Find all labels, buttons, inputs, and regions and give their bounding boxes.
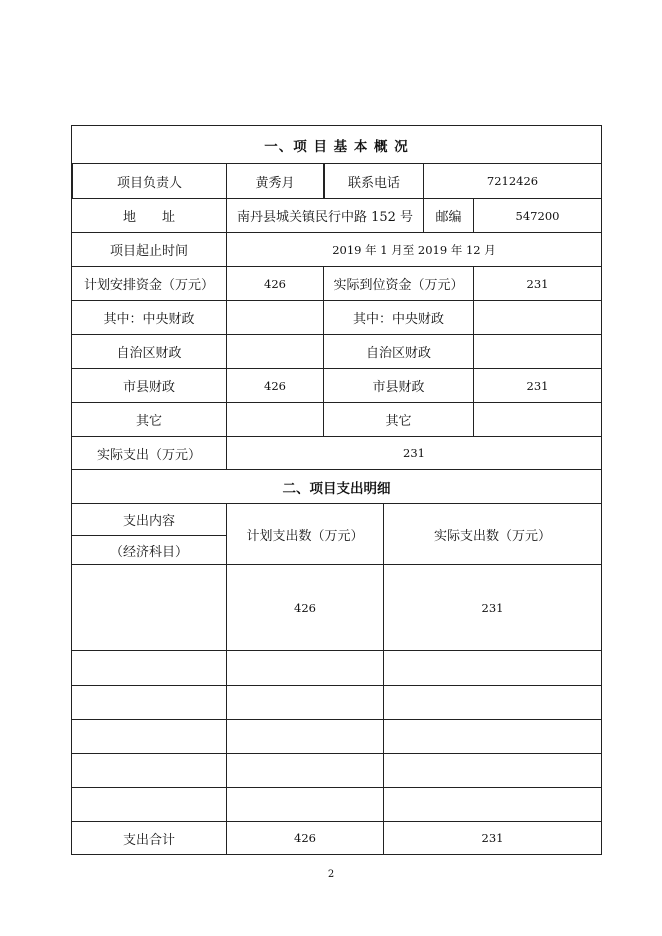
section1-title: 一、项 目 基 本 概 况	[71, 125, 602, 164]
central-planned	[226, 300, 324, 335]
empty-cell	[383, 650, 602, 686]
other-planned	[226, 402, 324, 437]
region-label: 自治区财政	[71, 334, 227, 369]
empty-cell	[71, 787, 227, 822]
planned-funds-label: 计划安排资金（万元）	[71, 266, 227, 301]
detail-planned: 426	[226, 564, 384, 651]
total-actual: 231	[383, 821, 602, 855]
planned-spend-header: 计划支出数（万元）	[226, 503, 384, 565]
empty-cell	[71, 719, 227, 754]
empty-cell	[383, 787, 602, 822]
leader-value: 黄秀月	[226, 163, 324, 199]
region-actual	[473, 334, 602, 369]
other-label: 其它	[71, 402, 227, 437]
other-actual-label: 其它	[323, 402, 474, 437]
region-actual-label: 自治区财政	[323, 334, 474, 369]
zip-label: 邮编	[423, 198, 474, 233]
zip-value: 547200	[473, 198, 602, 233]
page-number: 2	[327, 869, 335, 880]
empty-cell	[226, 753, 384, 788]
leader-label: 项目负责人	[71, 163, 227, 199]
central-actual-label: 其中：中央财政	[323, 300, 474, 335]
total-label: 支出合计	[71, 821, 227, 855]
county-label: 市县财政	[71, 368, 227, 403]
empty-cell	[71, 650, 227, 686]
central-actual	[473, 300, 602, 335]
actual-spend-header: 实际支出数（万元）	[383, 503, 602, 565]
empty-cell	[71, 685, 227, 720]
content-header-line2: （经济科目）	[71, 535, 227, 565]
content-header-line1: 支出内容	[71, 503, 227, 536]
address-label: 地 址	[71, 198, 227, 233]
total-planned: 426	[226, 821, 384, 855]
empty-cell	[226, 650, 384, 686]
actual-funds-value: 231	[473, 266, 602, 301]
empty-cell	[226, 719, 384, 754]
region-planned	[226, 334, 324, 369]
empty-cell	[226, 685, 384, 720]
period-label: 项目起止时间	[71, 232, 227, 267]
empty-cell	[71, 753, 227, 788]
phone-value: 7212426	[423, 163, 602, 199]
empty-cell	[383, 685, 602, 720]
central-label: 其中：中央财政	[71, 300, 227, 335]
section2-title: 二、项目支出明细	[71, 469, 602, 504]
planned-funds-value: 426	[226, 266, 324, 301]
spent-label: 实际支出（万元）	[71, 436, 227, 470]
empty-cell	[383, 753, 602, 788]
county-actual: 231	[473, 368, 602, 403]
detail-item	[71, 564, 227, 651]
detail-actual: 231	[383, 564, 602, 651]
empty-cell	[383, 719, 602, 754]
address-value: 南丹县城关镇民行中路 152 号	[226, 198, 424, 233]
other-actual	[473, 402, 602, 437]
county-planned: 426	[226, 368, 324, 403]
empty-cell	[226, 787, 384, 822]
county-actual-label: 市县财政	[323, 368, 474, 403]
actual-funds-label: 实际到位资金（万元）	[323, 266, 474, 301]
period-value: 2019 年 1 月至 2019 年 12 月	[226, 232, 602, 267]
spent-value: 231	[226, 436, 602, 470]
phone-label: 联系电话	[323, 163, 424, 199]
